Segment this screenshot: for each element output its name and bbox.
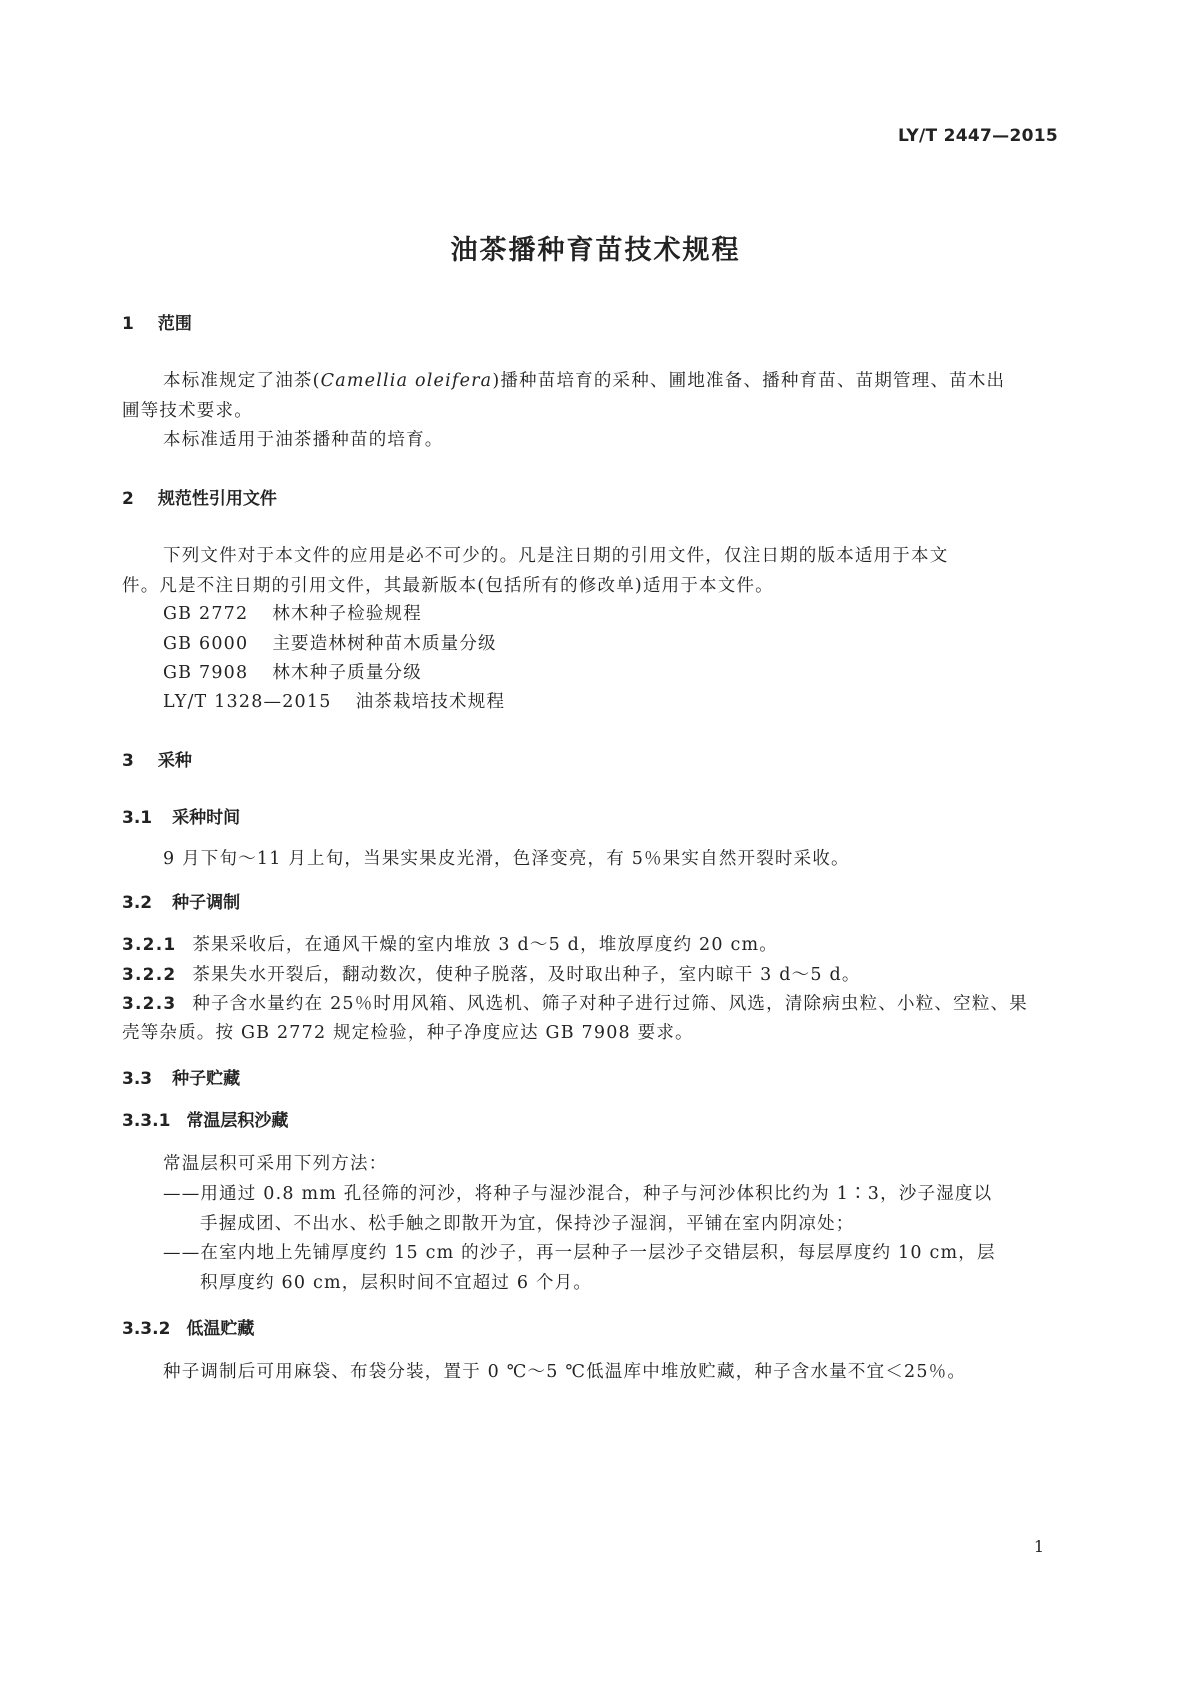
section-title: 采种	[157, 751, 192, 771]
subsection-title: 低温贮藏	[186, 1319, 255, 1339]
dash-item-1-line-2: 手握成团、不出水、松手触之即散开为宜，保持沙子湿润，平铺在室内阴凉处；	[200, 1214, 855, 1234]
section-1-paragraph-1-line-1: 本标准规定了油茶(Camellia oleifera)播种苗培育的采种、圃地准备、播种育苗、苗期管理、苗木出	[163, 371, 1006, 391]
latin-species-name: Camellia oleifera	[320, 371, 493, 391]
section-number: 1	[122, 314, 134, 334]
subsection-title: 常温层积沙藏	[186, 1111, 289, 1131]
reference-item	[163, 688, 505, 713]
reference-name: 林木种子检验规程	[272, 604, 422, 624]
page-number: 1	[1033, 1537, 1044, 1556]
subsection-3-2-heading	[122, 888, 240, 913]
section-number: 3	[122, 751, 134, 771]
clause-number: 3.2.2	[122, 965, 177, 985]
section-title: 规范性引用文件	[157, 489, 277, 509]
clause-text: 茶果失水开裂后，翻动数次，使种子脱落，及时取出种子，室内晾干 3 d～5 d。	[192, 965, 861, 985]
clause-text: 种子含水量约在 25％时用风箱、风选机、筛子对种子进行过筛、风选，清除病虫粒、小粒、空粒、果	[192, 994, 1028, 1014]
reference-item	[163, 659, 422, 684]
section-2-paragraph-line-2: 件。凡是不注日期的引用文件，其最新版本(包括所有的修改单)适用于本文件。	[122, 576, 774, 596]
dash-item-2-line-2: 积厚度约 60 cm，层积时间不宜超过 6 个月。	[200, 1273, 593, 1293]
reference-code: LY/T 1328—2015	[163, 692, 332, 712]
reference-item	[163, 630, 497, 655]
subsection-number: 3.1	[122, 808, 153, 828]
subsection-number: 3.3.1	[122, 1111, 171, 1131]
reference-code: GB 6000	[163, 634, 249, 654]
subsection-number: 3.2	[122, 893, 153, 913]
subsection-3-3-2-text: 种子调制后可用麻袋、布袋分装，置于 0 ℃～5 ℃低温库中堆放贮藏，种子含水量不宜＜25％。	[163, 1362, 967, 1382]
subsection-3-3-1-intro: 常温层积可采用下列方法：	[163, 1154, 388, 1174]
clause-3-2-2	[122, 961, 861, 986]
subsection-3-1-text: 9 月下旬～11 月上旬，当果实果皮光滑，色泽变亮，有 5％果实自然开裂时采收。	[163, 849, 850, 869]
subsection-title: 采种时间	[172, 808, 241, 828]
dash-item-2-line-1: ——在室内地上先铺厚度约 15 cm 的沙子，再一层种子一层沙子交错层积，每层厚度约 10 cm，层	[163, 1243, 996, 1263]
subsection-title: 种子调制	[172, 893, 241, 913]
reference-code: GB 7908	[163, 663, 249, 683]
subsection-3-1-heading	[122, 803, 240, 828]
section-3-heading	[122, 746, 192, 771]
subsection-3-3-1-heading	[122, 1106, 288, 1131]
subsection-3-3-2-heading	[122, 1314, 254, 1339]
clause-3-2-1	[122, 931, 778, 956]
section-title: 范围	[157, 314, 192, 334]
reference-name: 主要造林树种苗木质量分级	[272, 634, 497, 654]
section-1-heading	[122, 309, 192, 334]
dash-item-1-line-1: ——用通过 0.8 mm 孔径筛的河沙，将种子与湿沙混合，种子与河沙体积比约为 1∶3，沙子湿度以	[163, 1184, 993, 1204]
section-2-heading	[122, 484, 277, 509]
clause-number: 3.2.1	[122, 935, 177, 955]
document-title: 油茶播种育苗技术规程	[450, 235, 741, 266]
standard-code: LY/T 2447—2015	[897, 126, 1058, 146]
section-1-paragraph-1-line-2: 圃等技术要求。	[122, 401, 253, 421]
subsection-3-3-heading	[122, 1064, 240, 1089]
clause-3-2-3	[122, 990, 1028, 1015]
reference-name: 油茶栽培技术规程	[355, 692, 506, 712]
section-number: 2	[122, 489, 134, 509]
clause-text: 茶果采收后，在通风干燥的室内堆放 3 d～5 d，堆放厚度约 20 cm。	[192, 935, 778, 955]
section-1-paragraph-2: 本标准适用于油茶播种苗的培育。	[163, 430, 444, 450]
subsection-number: 3.3.2	[122, 1319, 171, 1339]
subsection-title: 种子贮藏	[172, 1069, 241, 1089]
clause-number: 3.2.3	[122, 994, 177, 1014]
section-2-paragraph-line-1: 下列文件对于本文件的应用是必不可少的。凡是注日期的引用文件，仅注日期的版本适用于本文	[163, 546, 949, 566]
reference-name: 林木种子质量分级	[272, 663, 422, 683]
reference-code: GB 2772	[163, 604, 249, 624]
clause-3-2-3-continued: 壳等杂质。按 GB 2772 规定检验，种子净度应达 GB 7908 要求。	[122, 1023, 694, 1043]
subsection-number: 3.3	[122, 1069, 153, 1089]
reference-item	[163, 600, 422, 625]
